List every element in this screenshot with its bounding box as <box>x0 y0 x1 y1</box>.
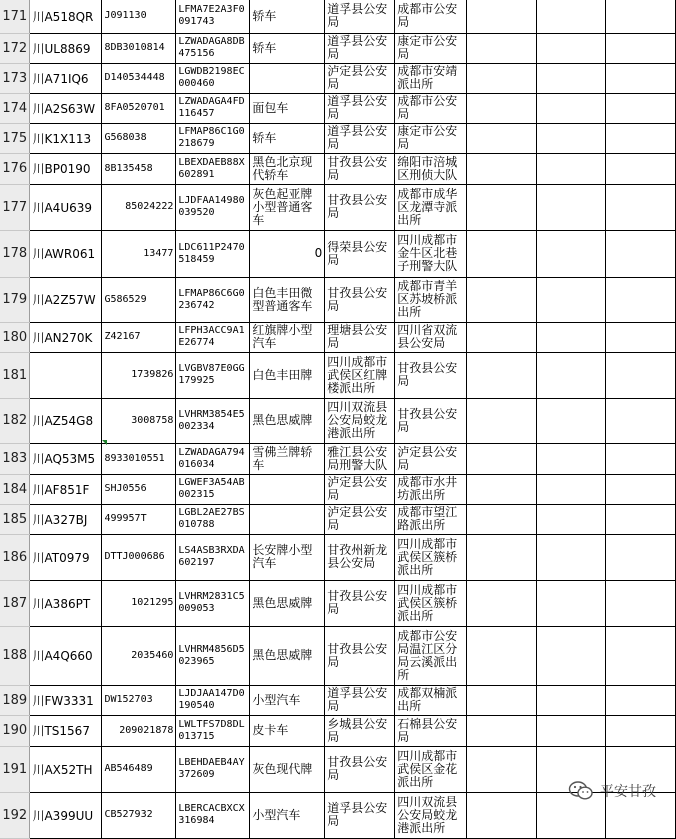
engine-number-cell[interactable]: 3008758 <box>102 398 176 443</box>
empty-cell[interactable] <box>605 93 675 123</box>
table-row <box>0 685 676 715</box>
empty-cell[interactable] <box>467 685 537 715</box>
row-number[interactable]: 191 <box>0 746 30 792</box>
vehicle-model-cell[interactable]: 面包车 <box>250 93 325 123</box>
unit-cell[interactable]: 四川双流县公安局蛟龙港派出所 <box>395 792 467 838</box>
plate-cell[interactable]: 川AN270K <box>30 322 102 352</box>
vehicle-model-cell[interactable]: 轿车 <box>250 33 325 63</box>
vin-cell[interactable]: LZWADAGA8DB475156 <box>176 33 250 63</box>
table-row <box>0 93 676 123</box>
empty-cell[interactable] <box>605 398 675 443</box>
engine-number-cell[interactable]: AB546489 <box>102 746 176 792</box>
empty-cell[interactable] <box>537 398 606 443</box>
vehicle-model-cell[interactable]: 黑色思威牌 <box>250 626 325 685</box>
empty-cell[interactable] <box>605 230 675 277</box>
empty-cell[interactable] <box>467 504 537 534</box>
vin-cell[interactable]: LFPH3ACC9A1E26774 <box>176 322 250 352</box>
empty-cell[interactable] <box>467 123 537 153</box>
row-number[interactable]: 172 <box>0 33 30 63</box>
plate-cell[interactable]: 川AQ53M5 <box>30 443 102 474</box>
vin-cell[interactable]: LBEXDAEB88X602891 <box>176 153 250 184</box>
unit-cell[interactable]: 成都市青羊区苏坡桥派出所 <box>395 277 467 322</box>
plate-cell[interactable]: 川A386PT <box>30 580 102 626</box>
engine-number-cell[interactable]: G568038 <box>102 123 176 153</box>
empty-cell[interactable] <box>537 153 606 184</box>
empty-cell[interactable] <box>605 474 675 504</box>
unit-cell[interactable]: 康定市公安局 <box>395 123 467 153</box>
row-number[interactable]: 177 <box>0 184 30 230</box>
vin-cell[interactable]: LBERCACBXCX316984 <box>176 792 250 838</box>
plate-cell[interactable] <box>30 352 102 398</box>
office-cell[interactable]: 甘孜县公安局 <box>325 277 395 322</box>
engine-number-cell[interactable]: 8DB3010814 <box>102 33 176 63</box>
vehicle-model-cell[interactable] <box>250 504 325 534</box>
engine-number-cell[interactable]: 209021878 <box>102 715 176 746</box>
unit-cell[interactable]: 成都市望江路派出所 <box>395 504 467 534</box>
empty-cell[interactable] <box>537 443 606 474</box>
row-number[interactable]: 173 <box>0 63 30 93</box>
vin-cell[interactable]: LDC611P2470518459 <box>176 230 250 277</box>
engine-number-cell[interactable]: DW152703 <box>102 685 176 715</box>
unit-cell[interactable]: 石棉县公安局 <box>395 715 467 746</box>
unit-cell[interactable]: 四川省双流县公安局 <box>395 322 467 352</box>
vin-cell[interactable]: LGWEF3A54AB002315 <box>176 474 250 504</box>
row-number[interactable]: 178 <box>0 230 30 277</box>
office-cell[interactable]: 道孚县公安局 <box>325 93 395 123</box>
office-cell[interactable]: 泸定县公安局 <box>325 474 395 504</box>
engine-number-cell[interactable]: 8933010551 <box>102 443 176 474</box>
vin-cell[interactable]: LJDJAA147D0190540 <box>176 685 250 715</box>
row-number[interactable]: 179 <box>0 277 30 322</box>
empty-cell[interactable] <box>537 63 606 93</box>
engine-number-cell[interactable]: D140534448 <box>102 63 176 93</box>
empty-cell[interactable] <box>537 626 606 685</box>
empty-cell[interactable] <box>537 123 606 153</box>
table-row <box>0 63 676 93</box>
plate-cell[interactable]: 川FW3331 <box>30 685 102 715</box>
empty-cell[interactable] <box>537 685 606 715</box>
office-cell[interactable]: 甘孜县公安局 <box>325 746 395 792</box>
empty-cell[interactable] <box>467 626 537 685</box>
empty-cell[interactable] <box>467 322 537 352</box>
table-row <box>0 474 676 504</box>
vin-cell[interactable]: LGWDB2198EC000460 <box>176 63 250 93</box>
vin-cell[interactable]: LZWADAGA4FD116457 <box>176 93 250 123</box>
unit-cell[interactable]: 成都市安靖派出所 <box>395 63 467 93</box>
table-row <box>0 230 676 277</box>
unit-cell[interactable]: 成都双楠派出所 <box>395 685 467 715</box>
row-number[interactable]: 182 <box>0 398 30 443</box>
vehicle-model-cell[interactable]: 灰色起亚牌小型普通客车 <box>250 184 325 230</box>
empty-cell[interactable] <box>605 277 675 322</box>
empty-cell[interactable] <box>537 0 606 33</box>
cell-comment-marker <box>102 440 107 445</box>
plate-cell[interactable]: 川K1X113 <box>30 123 102 153</box>
vehicle-model-cell[interactable]: 红旗牌小型汽车 <box>250 322 325 352</box>
engine-number-cell[interactable]: 2035460 <box>102 626 176 685</box>
office-cell[interactable]: 甘孜县公安局 <box>325 153 395 184</box>
unit-cell[interactable]: 四川成都市金牛区北巷子刑警大队 <box>395 230 467 277</box>
vehicle-model-cell[interactable]: 皮卡车 <box>250 715 325 746</box>
empty-cell[interactable] <box>467 63 537 93</box>
empty-cell[interactable] <box>467 93 537 123</box>
plate-cell[interactable]: 川A2S63W <box>30 93 102 123</box>
plate-cell[interactable]: 川A518QR <box>30 0 102 33</box>
empty-cell[interactable] <box>605 0 675 33</box>
unit-cell[interactable]: 康定市公安局 <box>395 33 467 63</box>
empty-cell[interactable] <box>467 230 537 277</box>
empty-cell[interactable] <box>605 443 675 474</box>
vehicle-model-cell[interactable]: 白色丰田微型普通客车 <box>250 277 325 322</box>
vehicle-model-cell[interactable]: 长安牌小型汽车 <box>250 534 325 580</box>
unit-cell[interactable]: 绵阳市涪城区刑侦大队 <box>395 153 467 184</box>
office-cell[interactable]: 得荣县公安局 <box>325 230 395 277</box>
row-number[interactable]: 188 <box>0 626 30 685</box>
office-cell[interactable]: 道孚县公安局 <box>325 792 395 838</box>
wechat-icon <box>568 780 594 802</box>
plate-cell[interactable]: 川AT0979 <box>30 534 102 580</box>
row-number[interactable]: 187 <box>0 580 30 626</box>
empty-cell[interactable] <box>467 352 537 398</box>
unit-cell[interactable]: 成都市公安局 <box>395 93 467 123</box>
empty-cell[interactable] <box>537 322 606 352</box>
empty-cell[interactable] <box>605 153 675 184</box>
plate-cell[interactable]: 川UL8869 <box>30 33 102 63</box>
office-cell[interactable]: 泸定县公安局 <box>325 504 395 534</box>
office-cell[interactable]: 泸定县公安局 <box>325 63 395 93</box>
empty-cell[interactable] <box>467 0 537 33</box>
vin-cell[interactable]: LVHRM2831C5009053 <box>176 580 250 626</box>
engine-number-cell[interactable]: Z42167 <box>102 322 176 352</box>
vin-cell[interactable]: LS4ASB3RXDA602197 <box>176 534 250 580</box>
empty-cell[interactable] <box>537 715 606 746</box>
office-cell[interactable]: 雅江县公安局刑警大队 <box>325 443 395 474</box>
empty-cell[interactable] <box>605 715 675 746</box>
plate-cell[interactable]: 川A2Z57W <box>30 277 102 322</box>
row-number[interactable]: 176 <box>0 153 30 184</box>
office-cell[interactable]: 道孚县公安局 <box>325 685 395 715</box>
row-number[interactable]: 174 <box>0 93 30 123</box>
empty-cell[interactable] <box>467 153 537 184</box>
engine-number-cell[interactable]: 1021295 <box>102 580 176 626</box>
engine-number-cell[interactable]: 1739826 <box>102 352 176 398</box>
office-cell[interactable]: 甘孜县公安局 <box>325 184 395 230</box>
watermark-label: 平安甘孜 <box>600 784 656 800</box>
empty-cell[interactable] <box>467 792 537 838</box>
vin-cell[interactable]: LVHRM3854E5002334 <box>176 398 250 443</box>
row-number[interactable]: 180 <box>0 322 30 352</box>
unit-cell[interactable]: 甘孜县公安局 <box>395 398 467 443</box>
office-cell[interactable]: 乡城县公安局 <box>325 715 395 746</box>
empty-cell[interactable] <box>605 626 675 685</box>
plate-cell[interactable]: 川A71IQ6 <box>30 63 102 93</box>
row-number[interactable]: 192 <box>0 792 30 838</box>
row-number[interactable]: 175 <box>0 123 30 153</box>
plate-cell[interactable]: 川A399UU <box>30 792 102 838</box>
row-number[interactable]: 185 <box>0 504 30 534</box>
office-cell[interactable]: 甘孜县公安局 <box>325 580 395 626</box>
unit-cell[interactable]: 成都市水井坊派出所 <box>395 474 467 504</box>
vehicle-model-cell[interactable] <box>250 474 325 504</box>
empty-cell[interactable] <box>605 33 675 63</box>
unit-cell[interactable]: 成都市公安局温江区分局云溪派出所 <box>395 626 467 685</box>
empty-cell[interactable] <box>467 33 537 63</box>
table-row <box>0 322 676 352</box>
plate-cell[interactable]: 川TS1567 <box>30 715 102 746</box>
unit-cell[interactable]: 四川成都市武侯区金花派出所 <box>395 746 467 792</box>
office-cell[interactable]: 四川双流县公安局蛟龙港派出所 <box>325 398 395 443</box>
empty-cell[interactable] <box>537 352 606 398</box>
empty-cell[interactable] <box>605 63 675 93</box>
office-cell[interactable]: 道孚县公安局 <box>325 33 395 63</box>
vehicle-model-cell[interactable]: 轿车 <box>250 123 325 153</box>
table-row <box>0 0 676 33</box>
table-row <box>0 443 676 474</box>
empty-cell[interactable] <box>537 277 606 322</box>
plate-cell[interactable]: 川AF851F <box>30 474 102 504</box>
office-cell[interactable]: 道孚县公安局 <box>325 0 395 33</box>
row-number[interactable]: 189 <box>0 685 30 715</box>
table-row <box>0 504 676 534</box>
engine-number-cell[interactable]: 85024222 <box>102 184 176 230</box>
engine-number-cell[interactable]: J091130 <box>102 0 176 33</box>
empty-cell[interactable] <box>467 277 537 322</box>
vehicle-model-cell[interactable]: 黑色思威牌 <box>250 398 325 443</box>
plate-cell[interactable]: 川AX52TH <box>30 746 102 792</box>
empty-cell[interactable] <box>605 123 675 153</box>
office-cell[interactable]: 甘孜县公安局 <box>325 626 395 685</box>
vehicle-model-cell[interactable]: 小型汽车 <box>250 685 325 715</box>
row-number[interactable]: 181 <box>0 352 30 398</box>
vin-cell[interactable]: LBEHDAEB4AY372609 <box>176 746 250 792</box>
vin-cell[interactable]: LFMA7E2A3F0091743 <box>176 0 250 33</box>
table-row <box>0 715 676 746</box>
empty-cell[interactable] <box>605 504 675 534</box>
vehicle-model-cell[interactable]: 0 <box>250 230 325 277</box>
empty-cell[interactable] <box>537 230 606 277</box>
empty-cell[interactable] <box>605 580 675 626</box>
vin-cell[interactable]: LFMAP86C6G0236742 <box>176 277 250 322</box>
unit-cell[interactable]: 四川成都市武侯区簇桥派出所 <box>395 580 467 626</box>
row-number[interactable]: 184 <box>0 474 30 504</box>
engine-number-cell[interactable]: 499957T <box>102 504 176 534</box>
vin-cell[interactable]: LJDFAA14980039520 <box>176 184 250 230</box>
vehicle-model-cell[interactable]: 白色丰田牌 <box>250 352 325 398</box>
table-row <box>0 123 676 153</box>
vin-cell[interactable]: LGBL2AE27BS010788 <box>176 504 250 534</box>
row-number[interactable]: 183 <box>0 443 30 474</box>
plate-cell[interactable]: 川A4Q660 <box>30 626 102 685</box>
empty-cell[interactable] <box>605 322 675 352</box>
empty-cell[interactable] <box>467 398 537 443</box>
empty-cell[interactable] <box>467 580 537 626</box>
vin-cell[interactable]: LFMAP86C1G0218679 <box>176 123 250 153</box>
plate-cell[interactable]: 川BP0190 <box>30 153 102 184</box>
office-cell[interactable]: 道孚县公安局 <box>325 123 395 153</box>
table-row <box>0 153 676 184</box>
vehicle-model-cell[interactable]: 雪佛兰牌轿车 <box>250 443 325 474</box>
unit-cell[interactable]: 成都市公安局 <box>395 0 467 33</box>
plate-cell[interactable]: 川A327BJ <box>30 504 102 534</box>
watermark <box>568 780 656 802</box>
vin-cell[interactable]: LWLTFS7D8DL013715 <box>176 715 250 746</box>
office-cell[interactable]: 理塘县公安局 <box>325 322 395 352</box>
vehicle-model-cell[interactable]: 黑色北京现代轿车 <box>250 153 325 184</box>
office-cell[interactable]: 四川成都市武侯区红牌楼派出所 <box>325 352 395 398</box>
empty-cell[interactable] <box>467 443 537 474</box>
empty-cell[interactable] <box>537 504 606 534</box>
empty-cell[interactable] <box>467 534 537 580</box>
empty-cell[interactable] <box>537 93 606 123</box>
vehicle-model-cell[interactable]: 轿车 <box>250 0 325 33</box>
table-row <box>0 534 676 580</box>
engine-number-cell[interactable]: 13477 <box>102 230 176 277</box>
table-row <box>0 626 676 685</box>
plate-cell[interactable]: 川AZ54G8 <box>30 398 102 443</box>
engine-number-cell[interactable]: CB527932 <box>102 792 176 838</box>
unit-cell[interactable]: 四川成都市武侯区簇桥派出所 <box>395 534 467 580</box>
empty-cell[interactable] <box>537 474 606 504</box>
table-row <box>0 352 676 398</box>
engine-number-cell[interactable]: G586529 <box>102 277 176 322</box>
unit-cell[interactable]: 泸定县公安局 <box>395 443 467 474</box>
plate-cell[interactable]: 川A4U639 <box>30 184 102 230</box>
empty-cell[interactable] <box>537 184 606 230</box>
row-number[interactable]: 171 <box>0 0 30 33</box>
vin-cell[interactable]: LVHRM4856D5023965 <box>176 626 250 685</box>
empty-cell[interactable] <box>537 534 606 580</box>
table-row <box>0 33 676 63</box>
unit-cell[interactable]: 甘孜县公安局 <box>395 352 467 398</box>
engine-number-cell[interactable]: 8B135458 <box>102 153 176 184</box>
empty-cell[interactable] <box>605 534 675 580</box>
vehicle-model-cell[interactable]: 小型汽车 <box>250 792 325 838</box>
empty-cell[interactable] <box>467 474 537 504</box>
row-number[interactable]: 186 <box>0 534 30 580</box>
engine-number-cell[interactable]: SHJ0556 <box>102 474 176 504</box>
table-row <box>0 398 676 443</box>
unit-cell[interactable]: 成都市成华区龙潭寺派出所 <box>395 184 467 230</box>
table-row <box>0 580 676 626</box>
table-row <box>0 277 676 322</box>
plate-cell[interactable]: 川AWR061 <box>30 230 102 277</box>
vin-cell[interactable]: LVGBV87E0GG179925 <box>176 352 250 398</box>
empty-cell[interactable] <box>467 184 537 230</box>
empty-cell[interactable] <box>467 715 537 746</box>
empty-cell[interactable] <box>537 33 606 63</box>
empty-cell[interactable] <box>467 746 537 792</box>
vin-cell[interactable]: LZWADAGA794016034 <box>176 443 250 474</box>
empty-cell[interactable] <box>605 184 675 230</box>
empty-cell[interactable] <box>605 352 675 398</box>
office-cell[interactable]: 甘孜州新龙县公安局 <box>325 534 395 580</box>
empty-cell[interactable] <box>605 685 675 715</box>
vehicle-model-cell[interactable] <box>250 63 325 93</box>
empty-cell[interactable] <box>537 580 606 626</box>
engine-number-cell[interactable]: 8FA0520701 <box>102 93 176 123</box>
row-number[interactable]: 190 <box>0 715 30 746</box>
vehicle-model-cell[interactable]: 灰色现代牌 <box>250 746 325 792</box>
table-row <box>0 184 676 230</box>
engine-number-cell[interactable]: DTTJ000686 <box>102 534 176 580</box>
vehicle-model-cell[interactable]: 黑色思威牌 <box>250 580 325 626</box>
